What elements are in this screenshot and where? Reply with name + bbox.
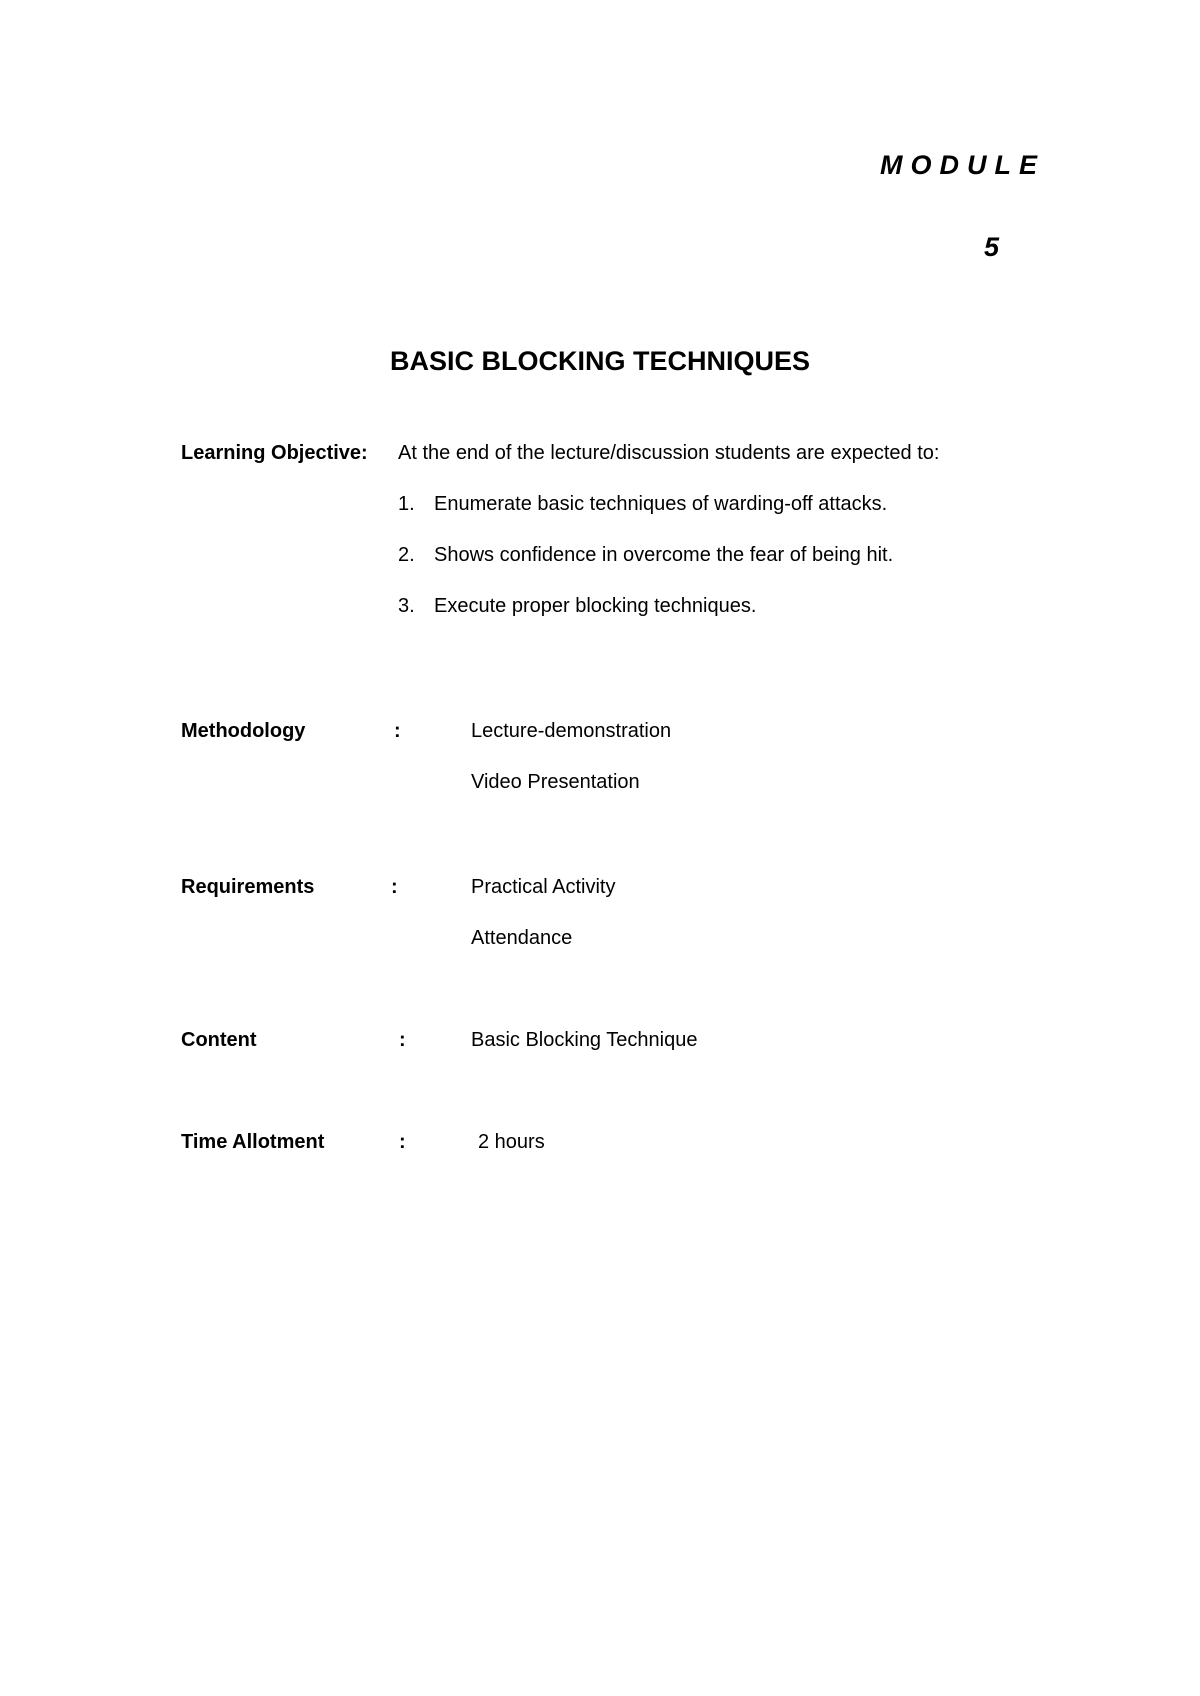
methodology-value: Video Presentation [471,771,640,793]
objective-item [398,544,893,567]
methodology-colon: : [394,720,401,742]
objective-number: 2. [398,544,415,566]
time-allotment-value: 2 hours [478,1131,545,1153]
objective-number: 1. [398,493,415,515]
module-heading: MODULE [880,150,1045,180]
objective-text: Shows confidence in overcome the fear of being hit. [434,544,894,566]
objective-number: 3. [398,595,415,617]
requirements-colon: : [391,876,398,898]
requirements-label: Requirements [181,876,315,898]
requirements-value: Practical Activity [471,876,616,898]
module-number: 5 [984,232,1000,262]
document-title: BASIC BLOCKING TECHNIQUES [389,346,811,376]
time-allotment-label: Time Allotment [181,1131,325,1153]
objective-item [398,493,887,516]
methodology-label: Methodology [181,720,306,742]
objective-text: Enumerate basic techniques of warding-off attacks. [434,493,888,515]
content-colon: : [399,1029,406,1051]
requirements-value: Attendance [471,927,573,949]
objective-text: Execute proper blocking techniques. [434,595,757,617]
content-label: Content [181,1029,257,1051]
objective-item [398,595,756,618]
time-allotment-colon: : [399,1131,406,1153]
learning-objective-label: Learning Objective: [181,442,368,464]
content-value: Basic Blocking Technique [471,1029,698,1051]
methodology-value: Lecture-demonstration [471,720,672,742]
learning-objective-intro: At the end of the lecture/discussion students are expected to: [398,442,940,464]
